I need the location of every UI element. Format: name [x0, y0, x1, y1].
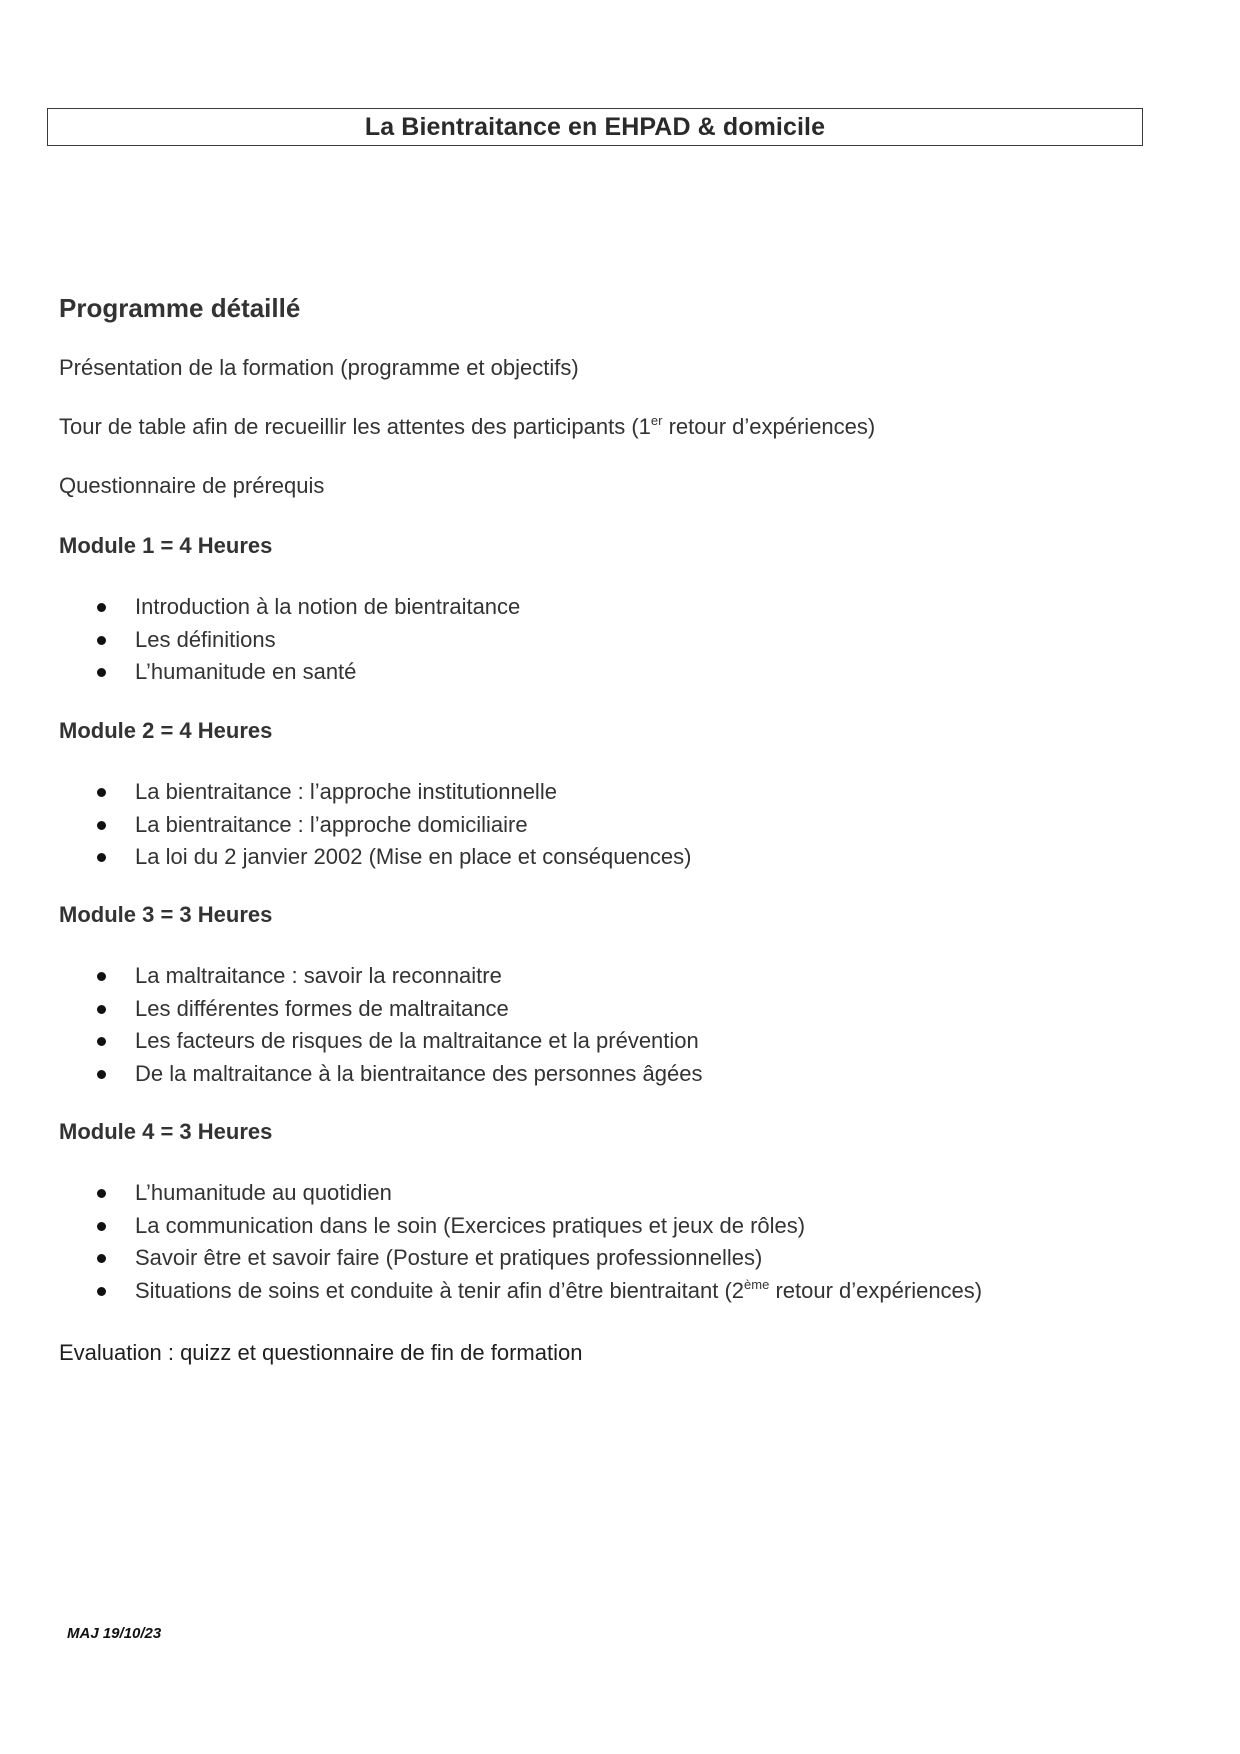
list-item: La maltraitance : savoir la reconnaitre — [0, 960, 702, 993]
intro-tour-text-end: retour d’expériences) — [662, 414, 876, 439]
list-item: Les facteurs de risques de la maltraitance et la prévention — [0, 1025, 702, 1058]
bullet-icon — [97, 1287, 106, 1296]
intro-questionnaire: Questionnaire de prérequis — [59, 473, 325, 498]
section-heading: Programme détaillé — [59, 293, 301, 323]
list-item: Savoir être et savoir faire (Posture et pratiques professionnelles) — [0, 1242, 982, 1275]
bullet-icon — [97, 1254, 106, 1263]
list-item-superscript: ème — [744, 1276, 770, 1292]
intro-tour-superscript: er — [650, 413, 663, 428]
intro-presentation: Présentation de la formation (programme et objectifs) — [59, 355, 579, 380]
evaluation-text: Evaluation : quizz et questionnaire de fin de formation — [59, 1340, 583, 1365]
module-4-heading: Module 4 = 3 Heures — [59, 1119, 273, 1144]
list-item: La loi du 2 janvier 2002 (Mise en place et conséquences) — [0, 841, 691, 874]
document-title: La Bientraitance en EHPAD & domicile — [364, 112, 826, 141]
bullet-icon — [97, 821, 106, 830]
bullet-icon — [97, 603, 106, 612]
list-item-text-end: retour d’expériences) — [769, 1277, 983, 1303]
module-1-list — [0, 591, 520, 689]
list-item: Les différentes formes de maltraitance — [0, 993, 702, 1026]
list-item: Introduction à la notion de bientraitance — [0, 591, 520, 624]
list-item: La bientraitance : l’approche domiciliaire — [0, 809, 691, 842]
footer-update-date: MAJ 19/10/23 — [67, 1625, 162, 1642]
list-item: La communication dans le soin (Exercices pratiques et jeux de rôles) — [0, 1210, 982, 1243]
intro-tour-de-table — [59, 414, 875, 440]
bullet-icon — [97, 1037, 106, 1046]
module-3-list — [0, 960, 702, 1090]
bullet-icon — [97, 1005, 106, 1014]
module-4-list — [0, 1177, 982, 1307]
module-3-heading: Module 3 = 3 Heures — [59, 902, 273, 927]
list-item: Les définitions — [0, 624, 520, 657]
list-item: La bientraitance : l’approche institutionnelle — [0, 776, 691, 809]
list-item: L’humanitude au quotidien — [0, 1177, 982, 1210]
bullet-icon — [97, 1070, 106, 1079]
bullet-icon — [97, 788, 106, 797]
bullet-icon — [97, 853, 106, 862]
module-2-list — [0, 776, 691, 874]
module-1-heading: Module 1 = 4 Heures — [59, 533, 273, 558]
bullet-icon — [97, 636, 106, 645]
bullet-icon — [97, 668, 106, 677]
list-item: L’humanitude en santé — [0, 656, 520, 689]
list-item: De la maltraitance à la bientraitance des personnes âgées — [0, 1058, 702, 1091]
list-item — [0, 1275, 982, 1308]
document-title-box — [47, 108, 1143, 146]
bullet-icon — [97, 1189, 106, 1198]
bullet-icon — [97, 972, 106, 981]
bullet-icon — [97, 1222, 106, 1231]
intro-tour-text: Tour de table afin de recueillir les attentes des participants (1 — [59, 414, 651, 439]
list-item-text: Situations de soins et conduite à tenir afin d’être bientraitant (2 — [135, 1277, 745, 1303]
module-2-heading: Module 2 = 4 Heures — [59, 718, 273, 743]
